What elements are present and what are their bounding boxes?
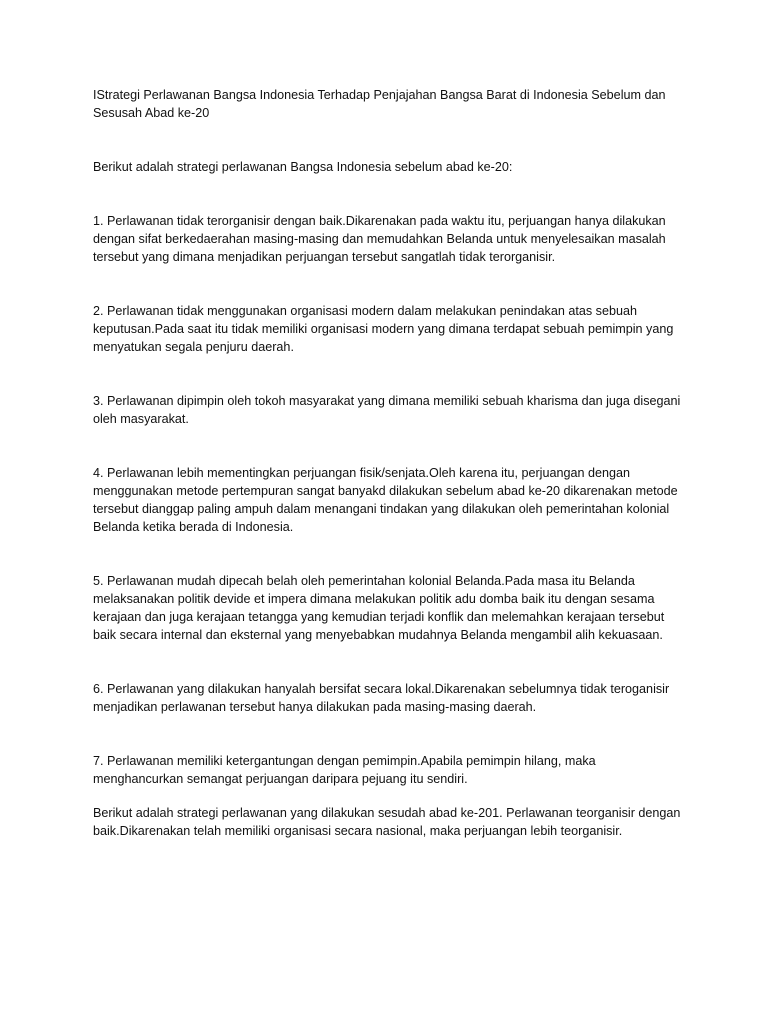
intro-paragraph: Berikut adalah strategi perlawanan Bangsa Indonesia sebelum abad ke-20: — [93, 160, 513, 174]
list-item-2: 2. Perlawanan tidak menggunakan organisasi modern dalam melakukan penindakan atas sebuah keputusan.Pada saat itu tidak memiliki organisasi modern yang dimana terdapat sebuah pemimpin yang menyatukan segala penjuru daerah. — [93, 304, 674, 354]
list-item-5: 5. Perlawanan mudah dipecah belah oleh pemerintahan kolonial Belanda.Pada masa itu Belanda melaksanakan politik devide et impera dimana melakukan politik adu domba baik itu dengan sesama kerajaan dan juga kerajaan tetangga yang kemudian terjadi konflik dan melemahkan kerajaan tersebut baik secara internal dan eksternal yang menyebabkan mudahnya Belanda mengambil alih kekuasaan. — [93, 574, 665, 642]
document-title: IStrategi Perlawanan Bangsa Indonesia Terhadap Penjajahan Bangsa Barat di Indonesia Sebelum dan Sesusah Abad ke-20 — [93, 88, 666, 120]
list-item-4: 4. Perlawanan lebih mementingkan perjuangan fisik/senjata.Oleh karena itu, perjuangan dengan menggunakan metode pertempuran sangat banyakd dilakukan sebelum abad ke-20 dikarenakan metode tersebut dianggap paling ampuh dalam menangani tindakan yang dilakukan oleh pemerintahan kolonial Belanda ketika berada di Indonesia. — [93, 466, 678, 534]
list-item-1: 1. Perlawanan tidak terorganisir dengan baik.Dikarenakan pada waktu itu, perjuangan hanya dilakukan dengan sifat berkedaerahan masing-masing dan memudahkan Belanda untuk menyelesaikan masalah tersebut yang dimana menjadikan perjuangan tersebut sangatlah tidak terorganisir. — [93, 214, 666, 264]
list-item-7: 7. Perlawanan memiliki ketergantungan dengan pemimpin.Apabila pemimpin hilang, maka menghancurkan semangat perjuangan daripara pejuang itu sendiri. — [93, 754, 596, 786]
list-item-3: 3. Perlawanan dipimpin oleh tokoh masyarakat yang dimana memiliki sebuah kharisma dan juga disegani oleh masyarakat. — [93, 394, 681, 426]
closing-paragraph: Berikut adalah strategi perlawanan yang dilakukan sesudah abad ke-201. Perlawanan teorganisir dengan baik.Dikarenakan telah memiliki organisasi secara nasional, maka perjuangan lebih teorganisir. — [93, 806, 681, 838]
list-item-6: 6. Perlawanan yang dilakukan hanyalah bersifat secara lokal.Dikarenakan sebelumnya tidak teroganisir menjadikan perlawanan tersebut hanya dilakukan pada masing-masing daerah. — [93, 682, 670, 714]
